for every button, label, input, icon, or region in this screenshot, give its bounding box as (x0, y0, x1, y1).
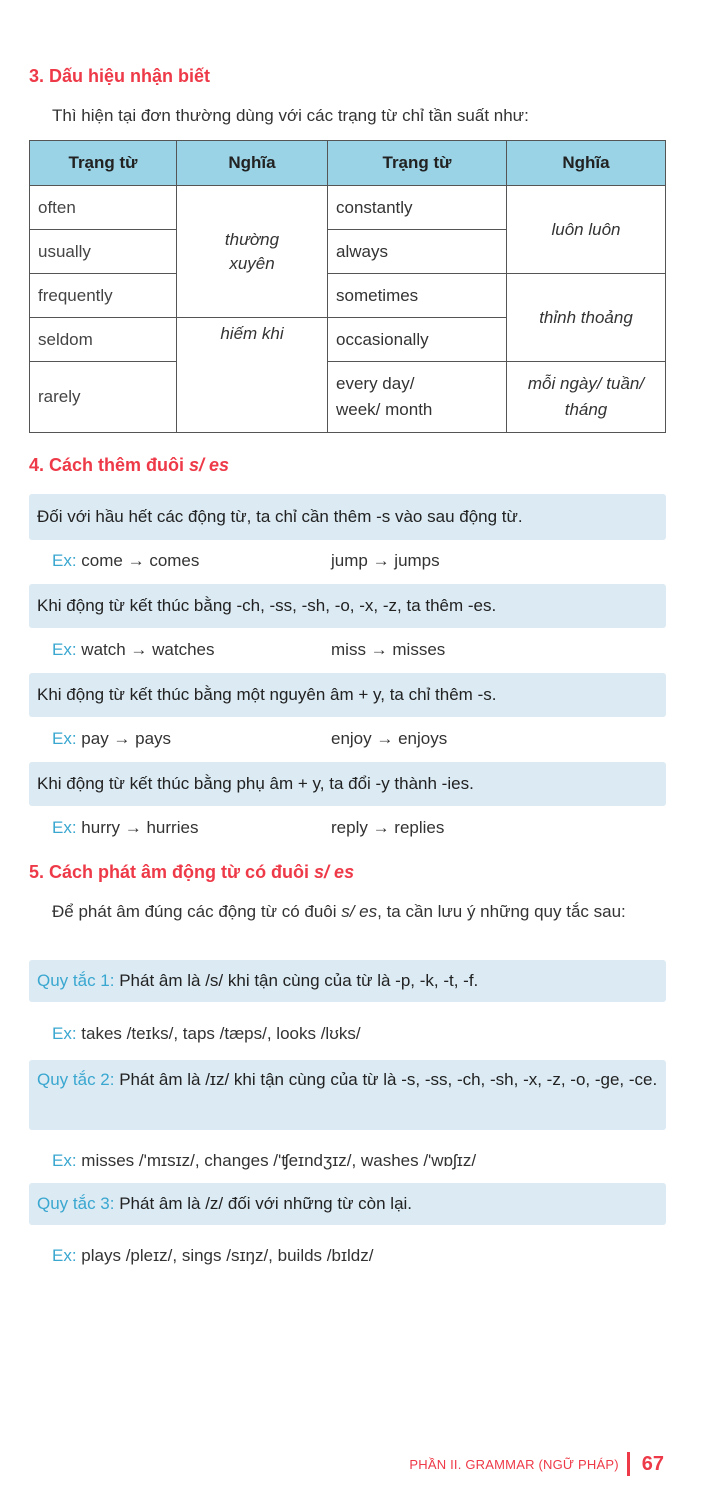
footer-divider (627, 1452, 630, 1476)
example-line-2: jump → jumps (331, 551, 440, 570)
example-line-2: enjoy → enjoys (331, 729, 448, 748)
adverb-table (29, 140, 666, 433)
example-line: Ex: hurry → hurries (52, 818, 199, 837)
section-5-title: 5. Cách phát âm động từ có đuôi s/ es (29, 862, 355, 882)
section-3-intro: Thì hiện tại đơn thường dùng với các trạng từ chỉ tần suất như: (52, 106, 529, 125)
example-line: Ex: come → comes (52, 551, 200, 570)
meaning-cell: thường xuyên (177, 186, 328, 318)
meaning-cell: luôn luôn (507, 186, 666, 274)
header-meaning-1: Nghĩa (177, 141, 328, 186)
header-meaning-2: Nghĩa (507, 141, 666, 186)
rule-bar: Đối với hầu hết các động từ, ta chỉ cần thêm -s vào sau động từ. (29, 494, 666, 540)
meaning-cell: mỗi ngày/ tuần/ tháng (507, 362, 666, 433)
adverb-cell: constantly (328, 186, 507, 230)
example-line: Ex: plays /pleɪz/, sings /sɪŋz/, builds /bɪldz/ (52, 1246, 374, 1265)
adverb-cell: sometimes (328, 274, 507, 318)
example-line-2: reply → replies (331, 818, 445, 837)
footer-section-label: PHẦN II. GRAMMAR (NGỮ PHÁP) (409, 1456, 619, 1472)
adverb-cell: frequently (30, 274, 177, 318)
adverb-cell: often (30, 186, 177, 230)
adverb-cell: every day/ week/ month (328, 362, 507, 433)
page-number: 67 (641, 1452, 664, 1475)
rule-bar: Khi động từ kết thúc bằng phụ âm + y, ta đổi -y thành -ies. (29, 762, 666, 806)
meaning-cell: hiếm khi (177, 318, 328, 433)
example-line: Ex: takes /teɪks/, taps /tæps/, looks /lʊks/ (52, 1024, 361, 1043)
adverb-cell: always (328, 230, 507, 274)
meaning-cell: thỉnh thoảng (507, 274, 666, 362)
rule-bar: Khi động từ kết thúc bằng -ch, -ss, -sh, -o, -x, -z, ta thêm -es. (29, 584, 666, 628)
example-line: Ex: watch → watches (52, 640, 215, 659)
rule-bar: Quy tắc 3: Phát âm là /z/ đối với những từ còn lại. (29, 1183, 666, 1225)
adverb-cell: usually (30, 230, 177, 274)
rule-bar: Khi động từ kết thúc bằng một nguyên âm + y, ta chỉ thêm -s. (29, 673, 666, 717)
section-4-title: 4. Cách thêm đuôi s/ es (29, 455, 230, 475)
header-adverb-2: Trạng từ (328, 141, 507, 186)
section-5-intro: Để phát âm đúng các động từ có đuôi s/ es, ta cần lưu ý những quy tắc sau: (52, 902, 626, 921)
adverb-cell: seldom (30, 318, 177, 362)
page-footer (409, 1452, 664, 1476)
header-adverb-1: Trạng từ (30, 141, 177, 186)
adverb-cell: rarely (30, 362, 177, 433)
example-line: Ex: misses /'mɪsɪz/, changes /'ʧeɪndʒɪz/, washes /'wɒʃɪz/ (52, 1151, 477, 1170)
rule-bar: Quy tắc 1: Phát âm là /s/ khi tận cùng của từ là -p, -k, -t, -f. (29, 960, 666, 1002)
example-line-2: miss → misses (331, 640, 446, 659)
rule-bar: Quy tắc 2: Phát âm là /ɪz/ khi tận cùng của từ là -s, -ss, -ch, -sh, -x, -z, -o, -ge, -ce. (29, 1060, 666, 1130)
example-line: Ex: pay → pays (52, 729, 172, 748)
adverb-cell: occasionally (328, 318, 507, 362)
section-3-title: 3. Dấu hiệu nhận biết (29, 66, 211, 86)
